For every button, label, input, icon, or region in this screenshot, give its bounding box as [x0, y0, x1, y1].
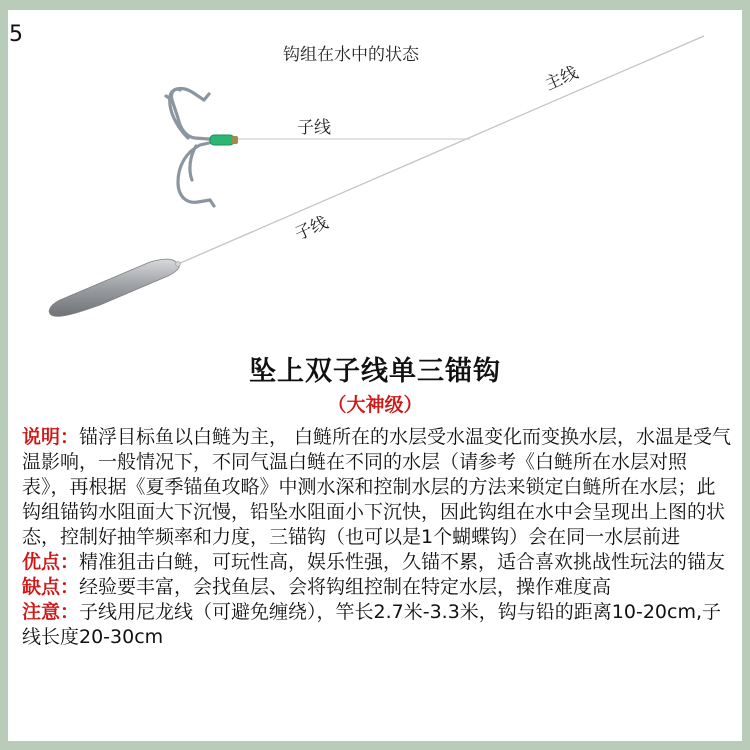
sub-line-lower-label: 子线 — [292, 212, 332, 245]
sub-line-upper-label: 子线 — [297, 118, 331, 138]
cons-paragraph — [22, 575, 734, 600]
connector-end — [232, 136, 238, 144]
pros-text: 精准狙击白鲢，可玩性高，娱乐性强，久锚不累，适合喜欢挑战性玩法的锚友 — [79, 551, 726, 573]
subtitle: （大神级） — [327, 394, 423, 416]
notes-key: 注意： — [22, 601, 80, 623]
description-text: 锚浮目标鱼以白鲢为主， 白鲢所在的水层受水温变化而变换水层，水温是受气温影响，一般情况下，不同气温白鲢在不同的水层（请参考《白鲢所在水层对照表》，再根据《夏季锚鱼攻略》中测水深和控制水层的方法来锁定白鲢所在水层；此钩组锚钩水阻面大下沉慢，铅坠水阻面小下沉快，因此钩组在水中会呈现出上图的状态，控制好抽竿频率和力度，三锚钩（也可以是1个蝴蝶钩）会在同一水层前进 — [22, 426, 732, 548]
lead-sinker — [49, 259, 180, 316]
main-line — [178, 36, 704, 264]
description-paragraph — [22, 425, 734, 550]
description-key: 说明： — [22, 426, 80, 448]
connector — [210, 135, 234, 145]
cons-key: 缺点： — [22, 576, 80, 598]
main-line-label: 主线 — [542, 62, 582, 95]
pros-paragraph — [22, 550, 734, 575]
notes-paragraph — [22, 600, 734, 650]
main-title: 坠上双子线单三锚钩 — [249, 356, 501, 387]
cons-text: 经验要丰富，会找鱼层、会将钩组控制在特定水层，操作难度高 — [79, 576, 612, 598]
treble-hook-icon — [166, 89, 222, 206]
body-text — [22, 425, 734, 650]
page-number: 5 — [9, 22, 23, 47]
diagram-title: 钩组在水中的状态 — [283, 45, 419, 65]
pros-key: 优点： — [22, 551, 80, 573]
notes-text: 子线用尼龙线（可避免缠绕），竿长2.7米-3.3米，钩与铅的距离10-20cm,子线长度20-30cm — [22, 601, 722, 648]
